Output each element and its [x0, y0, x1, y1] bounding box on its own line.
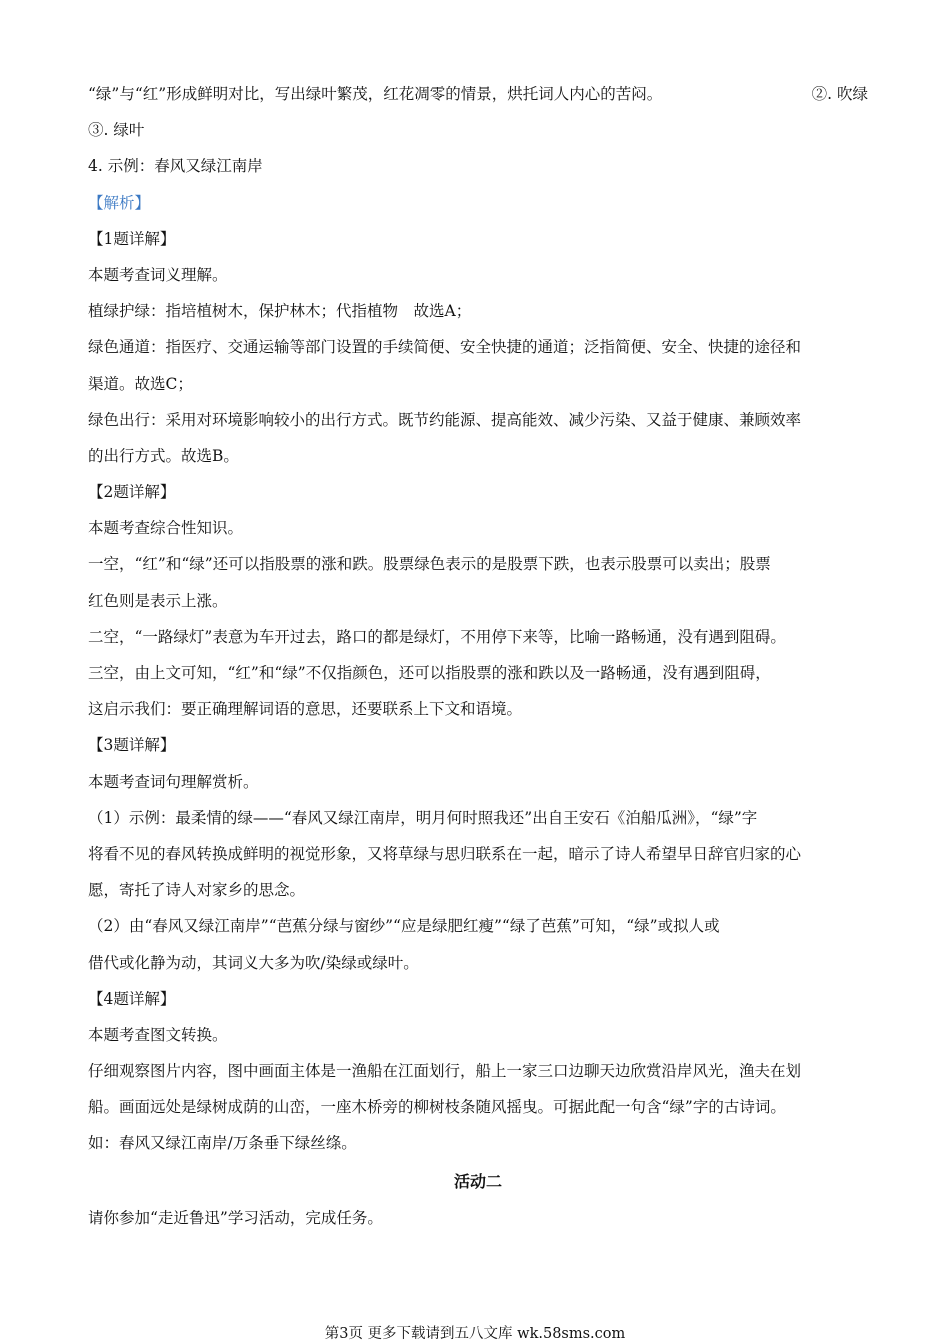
section-heading: 活动二: [453, 1171, 502, 1191]
answer-3-blank-2: ②. 吹绿: [811, 85, 868, 103]
q2-text-4: 二空，“一路绿灯”表意为车开过去，路口的都是绿灯，不用停下来等，比喻一路畅通，没有遇到阻碍。: [88, 627, 786, 646]
q3-text-5: （2）由“春风又绿江南岸”“芭蕉分绿与窗纱”“应是绿肥红瘦”“绿了芭蕉”可知，“绿”或拟人或: [88, 917, 720, 936]
page-footer: 第3页 更多下载请到五八文库 wk.58sms.com: [324, 1326, 626, 1342]
q4-heading: 【4题详解】: [88, 989, 176, 1008]
q2-text-1: 本题考查综合性知识。: [88, 519, 244, 538]
q3-text-1: 本题考查词句理解赏析。: [88, 772, 259, 791]
q4-text-4: 如：春风又绿江南岸/万条垂下绿丝绦。: [88, 1134, 357, 1153]
q3-text-2: （1）示例：最柔情的绿——“春风又绿江南岸，明月何时照我还”出自王安石《泊船瓜洲》，“绿”字: [88, 808, 758, 827]
q4-text-2: 仔细观察图片内容，图中画面主体是一渔船在江面划行，船上一家三口边聊天边欣赏沿岸风光，渔夫在划: [88, 1062, 802, 1081]
answer-4: 4. 示例：春风又绿江南岸: [88, 157, 263, 176]
answer-3-text: “绿”与“红”形成鲜明对比，写出绿叶繁茂，红花凋零的情景，烘托词人内心的苦闷。: [88, 85, 663, 103]
q1-text-3: 绿色通道：指医疗、交通运输等部门设置的手续简便、安全快捷的通道；泛指简便、安全、快捷的途径和: [88, 338, 802, 357]
answer-line-1: [88, 76, 868, 112]
q3-text-3: 将看不见的春风转换成鲜明的视觉形象，又将草绿与思归联系在一起，暗示了诗人希望早日辞官归家的心: [88, 844, 802, 863]
q3-heading: 【3题详解】: [88, 736, 176, 755]
q1-text-6: 的出行方式。故选B。: [88, 446, 239, 465]
q1-text-5: 绿色出行：采用对环境影响较小的出行方式。既节约能源、提高能效、减少污染、又益于健康、兼顾效率: [88, 410, 802, 429]
q2-heading: 【2题详解】: [88, 483, 176, 502]
page-content: [88, 76, 868, 1236]
q1-text-4: 渠道。故选C；: [88, 374, 193, 393]
q4-text-3: 船。画面远处是绿树成荫的山峦，一座木桥旁的柳树枝条随风摇曳。可据此配一句含“绿”字的古诗词。: [88, 1098, 786, 1117]
q2-text-6: 这启示我们：要正确理解词语的意思，还要联系上下文和语境。: [88, 700, 523, 719]
analysis-label: 【解析】: [88, 193, 151, 212]
q2-text-3: 红色则是表示上涨。: [88, 591, 228, 610]
q2-text-2: 一空，“红”和“绿”还可以指股票的涨和跌。股票绿色表示的是股票下跌，也表示股票可以卖出；股票: [88, 555, 771, 574]
q3-text-6: 借代或化静为动，其词义大多为吹/染绿或绿叶。: [88, 953, 419, 972]
q1-heading: 【1题详解】: [88, 229, 176, 248]
answer-3-blank-3: ③. 绿叶: [88, 121, 145, 140]
section-intro: 请你参加“走近鲁迅”学习活动，完成任务。: [88, 1208, 383, 1227]
q1-text-2: 植绿护绿：指培植树木，保护林木；代指植物 故选A；: [88, 302, 472, 321]
q3-text-4: 愿，寄托了诗人对家乡的思念。: [88, 881, 306, 900]
q4-text-1: 本题考查图文转换。: [88, 1025, 228, 1044]
q1-text-1: 本题考查词义理解。: [88, 265, 228, 284]
q2-text-5: 三空，由上文可知，“红”和“绿”不仅指颜色，还可以指股票的涨和跌以及一路畅通，没有遇到阻碍，: [88, 664, 771, 682]
